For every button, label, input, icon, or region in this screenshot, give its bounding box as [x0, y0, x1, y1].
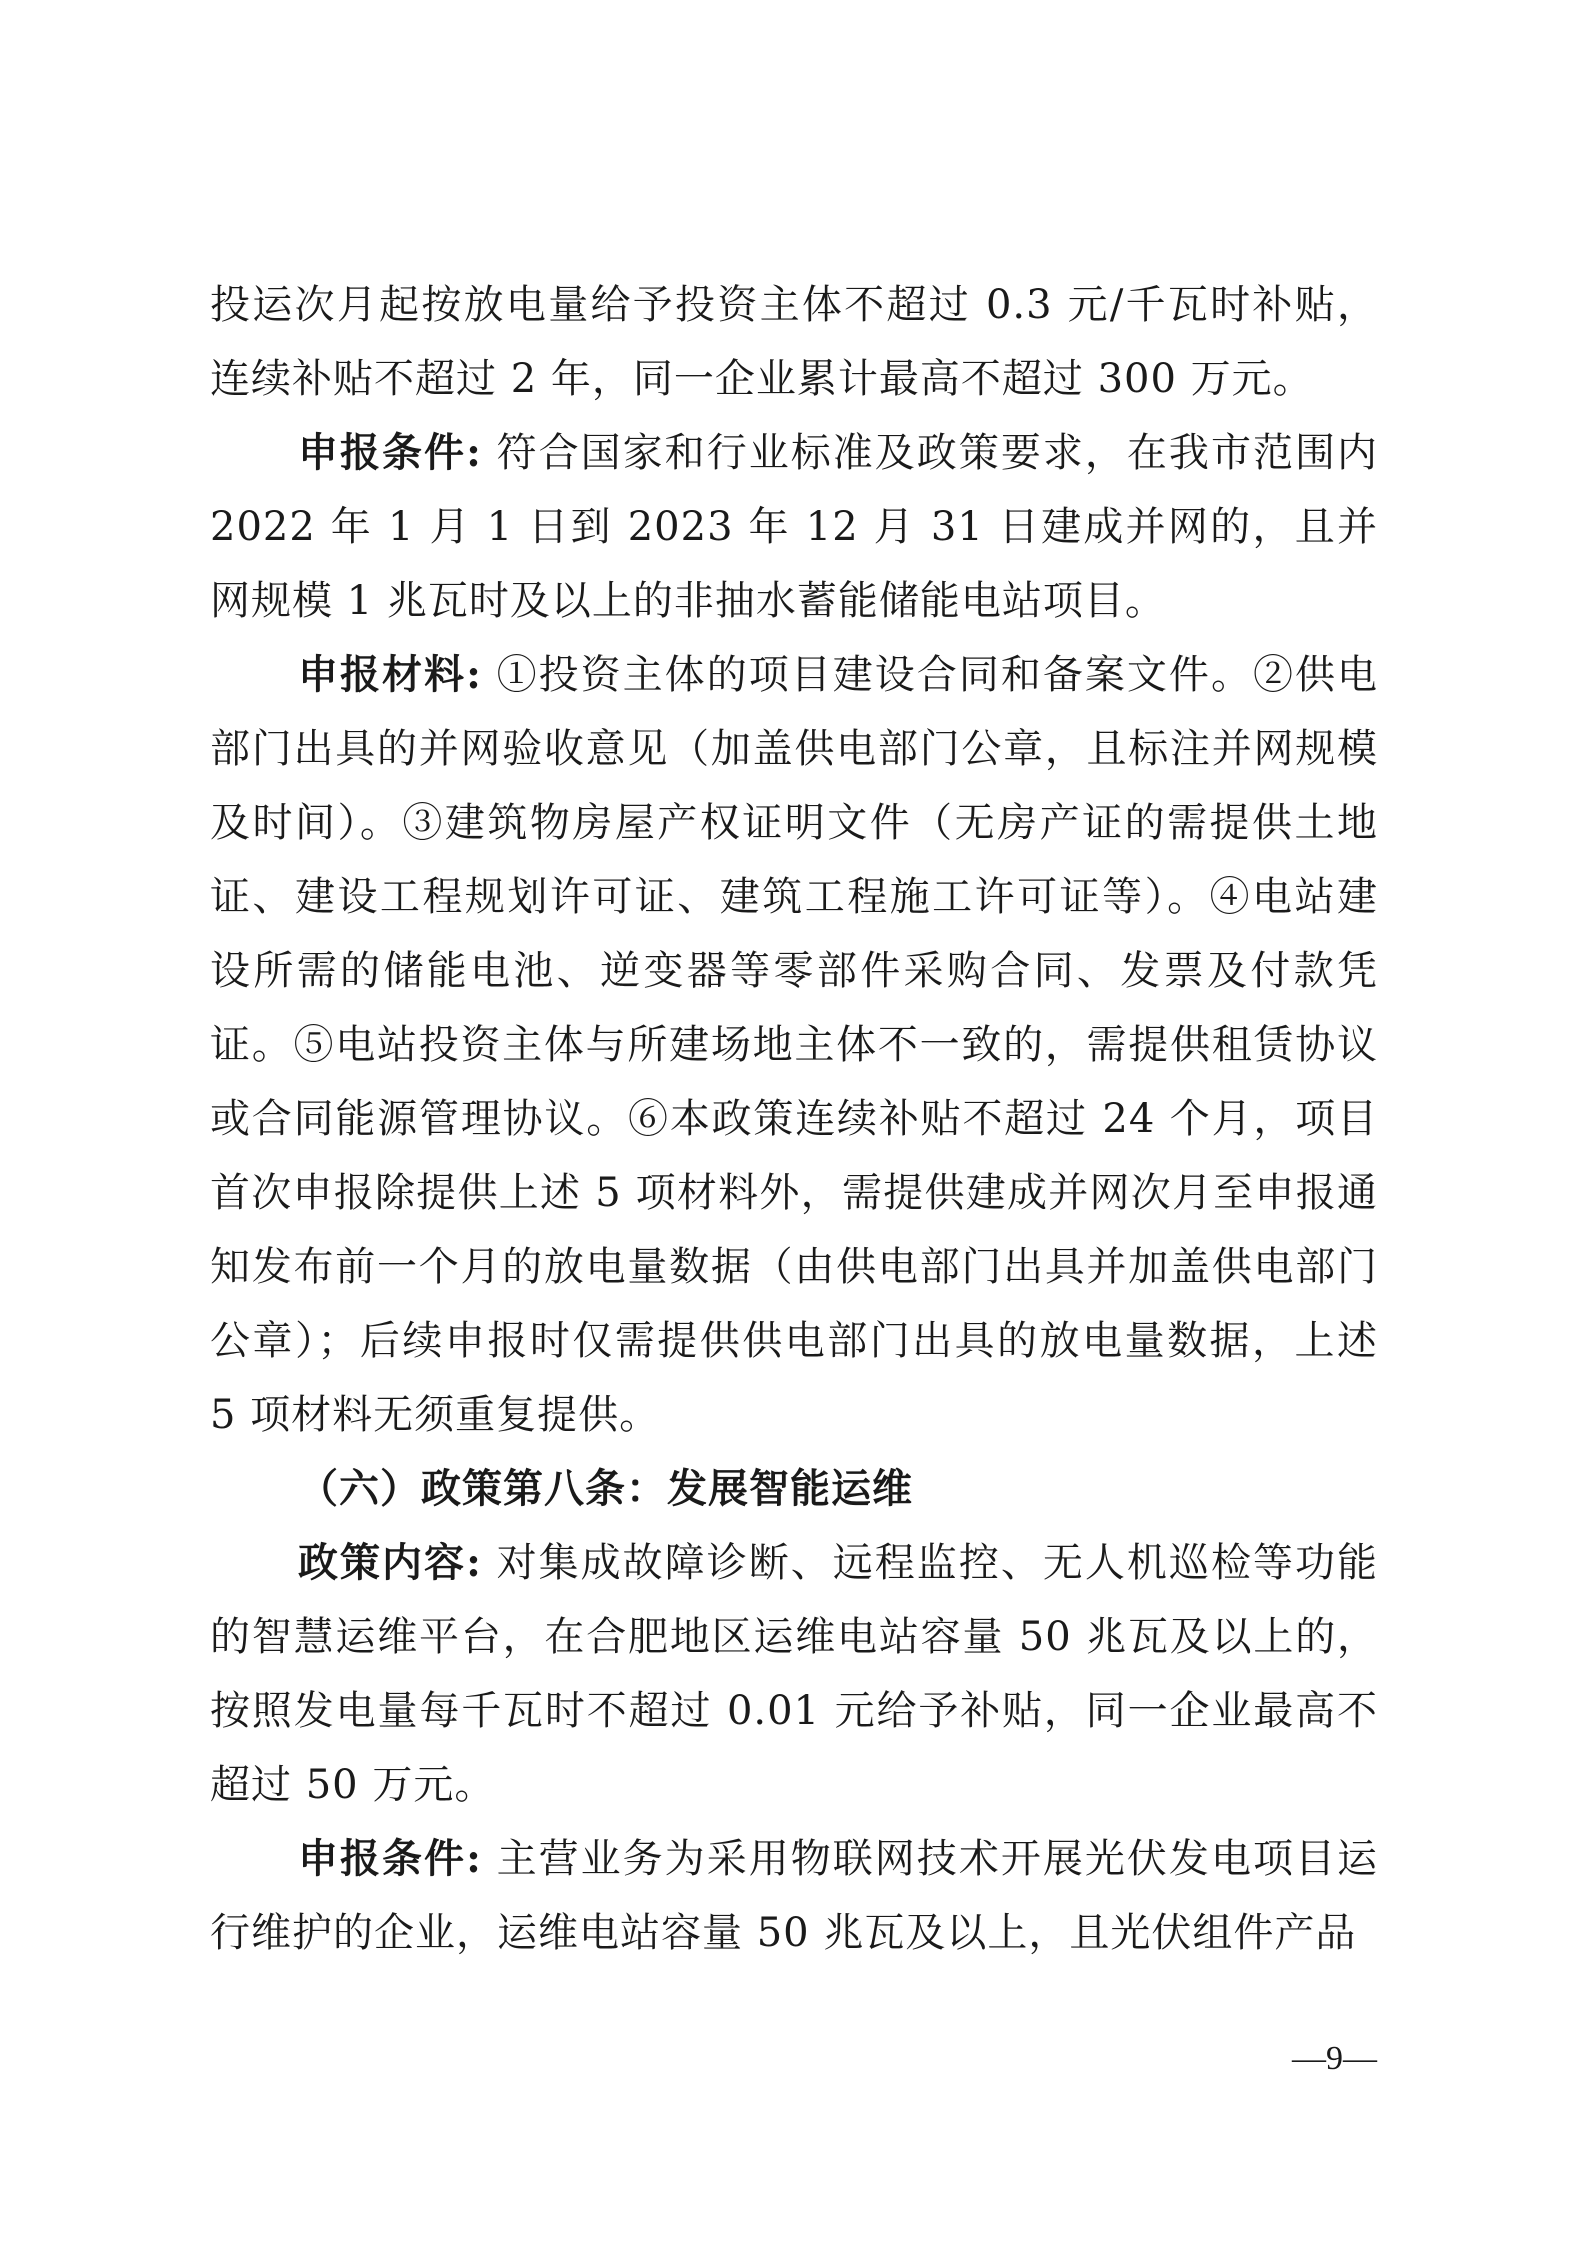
- paragraph-lead: 申报材料:: [298, 651, 482, 698]
- paragraph-application-conditions-2: 申报条件: 主营业务为采用物联网技术开展光伏发电项目运行维护的企业，运维电站容量 50 兆瓦及以上，且光伏组件产品: [210, 1835, 1379, 1956]
- document-body: [210, 268, 1378, 1970]
- paragraph-lead: 申报条件:: [298, 429, 482, 476]
- paragraph-application-conditions: 申报条件: 符合国家和行业标准及政策要求，在我市范围内 2022 年 1 月 1 日到 2023 年 12 月 31 日建成并网的，且并网规模 1 兆瓦时及以上的非抽水蓄能储能电站项目。: [210, 429, 1379, 624]
- paragraph-continuation: 投运次月起按放电量给予投资主体不超过 0.3 元/千瓦时补贴，连续补贴不超过 2 年，同一企业累计最高不超过 300 万元。: [210, 282, 1378, 402]
- paragraph-lead: 申报条件:: [298, 1835, 482, 1882]
- section-heading: （六）政策第八条：发展智能运维: [298, 1465, 913, 1512]
- paragraph-application-materials: 申报材料: ①投资主体的项目建设合同和备案文件。②供电部门出具的并网验收意见（加盖供电部门公章，且标注并网规模及时间）。③建筑物房屋产权证明文件（无房产证的需提供土地证、建设工程规划许可证、建筑工程施工许可证等）。④电站建设所需的储能电池、逆变器等零部件采购合同、发票及付款凭证。⑤电站投资主体与所建场地主体不一致的，需提供租赁协议或合同能源管理协议。⑥本政策连续补贴不超过 24 个月，项目首次申报除提供上述 5 项材料外，需提供建成并网次月至申报通知发布前一个月的放电量数据（由供电部门出具并加盖供电部门公章）；后续申报时仅需提供供电部门出具的放电量数据，上述 5 项材料无须重复提供。: [210, 651, 1379, 1438]
- paragraph-lead: 政策内容:: [298, 1539, 482, 1586]
- paragraph-policy-content: 政策内容: 对集成故障诊断、远程监控、无人机巡检等功能的智慧运维平台，在合肥地区运维电站容量 50 兆瓦及以上的，按照发电量每千瓦时不超过 0.01 元给予补贴，同一企业最高不超过 50 万元。: [210, 1539, 1379, 1808]
- page-number: —9—: [1292, 2040, 1377, 2077]
